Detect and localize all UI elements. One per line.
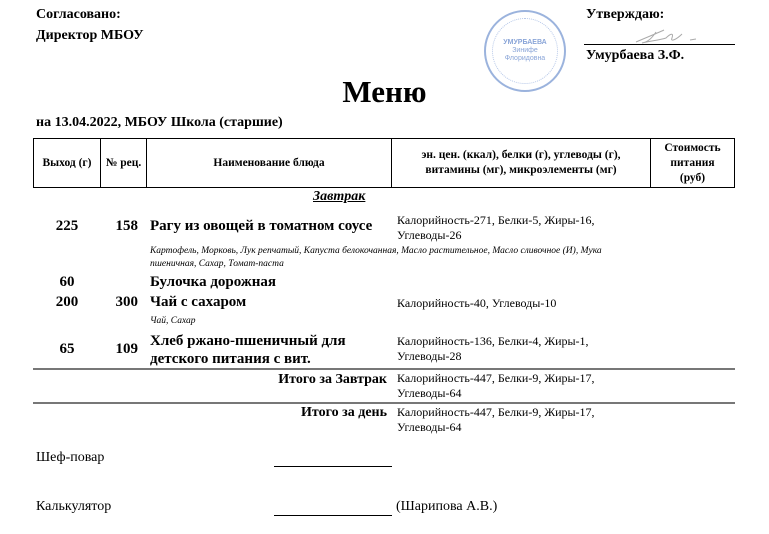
col-dish-name: Наименование блюда	[146, 138, 391, 188]
chef-signature-line	[274, 466, 392, 467]
director-label: Директор МБОУ	[36, 28, 144, 43]
total-day-nutrition: Калорийность-447, Белки-9, Жиры-17, Углеводы-64	[397, 405, 595, 434]
menu-date-subtitle: на 13.04.2022, МБОУ Школа (старшие)	[36, 115, 283, 130]
calculator-signature-line	[274, 515, 392, 516]
col-yield: Выход (г)	[33, 138, 100, 188]
approver-name: Умурбаева З.Ф.	[586, 48, 685, 63]
approve-label: Утверждаю:	[586, 7, 665, 22]
calculator-label: Калькулятор	[36, 499, 112, 514]
stamp-line: Зинифе	[512, 47, 538, 54]
row-recipe: 300	[115, 294, 138, 310]
agreed-label: Согласовано:	[36, 7, 121, 22]
row-yield: 200	[55, 294, 79, 310]
row-dish-name: Булочка дорожная	[150, 274, 277, 290]
section-breakfast: Завтрак	[313, 189, 366, 204]
row-yield: 60	[59, 274, 75, 290]
row-dish-name: Хлеб ржано-пшеничный для детского питания с вит.	[150, 333, 346, 367]
row-nutrition: Калорийность-136, Белки-4, Жиры-1, Углеводы-28	[397, 334, 589, 363]
row-recipe: 109	[115, 341, 138, 357]
total-breakfast-label: Итого за Завтрак	[278, 372, 387, 387]
row-ingredients: Картофель, Морковь, Лук репчатый, Капуста белокочанная, Масло растительное, Масло сливочное (И), Мука пшеничная, Сахар, Томат-паста	[150, 246, 602, 269]
row-yield: 65	[59, 341, 75, 357]
divider	[33, 368, 735, 370]
row-dish-name: Рагу из овощей в томатном соусе	[150, 218, 373, 234]
page-title: Меню	[342, 74, 427, 109]
stamp-line: Флоридовна	[504, 55, 546, 62]
divider	[33, 402, 735, 404]
calculator-name: (Шарипова А.В.)	[396, 499, 498, 514]
row-dish-name: Чай с сахаром	[150, 294, 247, 310]
approve-signature-line	[584, 44, 735, 45]
col-cost: Стоимость питания (руб)	[650, 138, 735, 188]
chef-label: Шеф-повар	[36, 450, 105, 465]
total-day-label: Итого за день	[301, 405, 387, 420]
row-recipe: 158	[115, 218, 138, 234]
total-breakfast-nutrition: Калорийность-447, Белки-9, Жиры-17, Углеводы-64	[397, 371, 595, 400]
row-nutrition: Калорийность-40, Углеводы-10	[397, 296, 557, 310]
stamp-line: УМУРБАЕВА	[503, 39, 547, 46]
col-recipe: № рец.	[100, 138, 146, 188]
row-nutrition: Калорийность-271, Белки-5, Жиры-16, Углеводы-26	[397, 213, 595, 242]
row-ingredients: Чай, Сахар	[150, 316, 196, 326]
row-yield: 225	[55, 218, 79, 234]
col-nutrition: эн. цен. (ккал), белки (г), углеводы (г), витамины (мг), микроэлементы (мг)	[391, 138, 650, 188]
